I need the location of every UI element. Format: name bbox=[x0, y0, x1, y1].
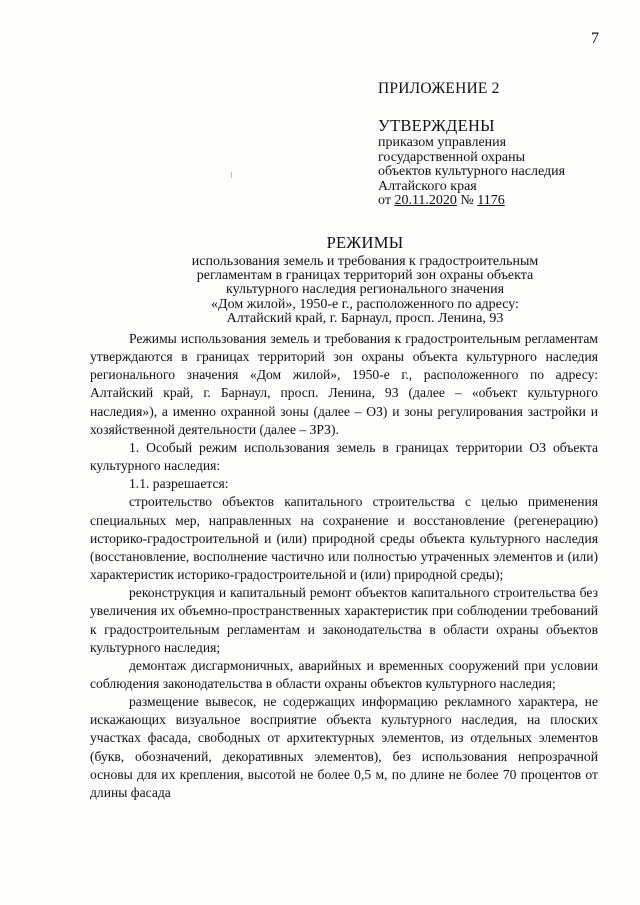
title-line: Алтайский край, г. Барнаул, просп. Ленина, 93 bbox=[226, 310, 504, 326]
paragraph-item: размещение вывесок, не содержащих информацию рекламного характера, не искажающих визуальное восприятие объекта культурного наследия, на плоских участках фасада, свободных от архитектурных элементов, из отдельных элементов (букв, обозначений, декоративных элементов), без использования непрозрачной основы для их крепления, высотой не более 0,5 м, по длине не более 70 процентов от длины фасада bbox=[90, 694, 598, 800]
appendix-label: ПРИЛОЖЕНИЕ 2 bbox=[378, 80, 500, 97]
date-prefix: от bbox=[378, 193, 395, 208]
title-line: культурного наследия регионального значения bbox=[225, 282, 505, 298]
approval-block bbox=[378, 80, 618, 209]
paragraph-item: демонтаж дисгармоничных, аварийных и временных сооружений при условии соблюдения законодательства в области охраны объектов культурного наследия; bbox=[90, 657, 598, 691]
approval-line: объектов культурного наследия bbox=[378, 164, 566, 179]
title-block bbox=[100, 233, 630, 326]
number-sign: № bbox=[456, 193, 478, 208]
paragraph-item: реконструкция и капитальный ремонт объектов капитального строительства без увеличения их объемно-пространственных характеристик при соблюдении требований к градостроительным регламентам и законодательства в области охраны объектов культурного наследия; bbox=[90, 585, 598, 655]
approval-line: приказом управления bbox=[378, 135, 507, 150]
approval-line: Алтайского края bbox=[378, 178, 477, 194]
approval-date: 20.11.2020 bbox=[394, 193, 457, 208]
approval-line: государственной охраны bbox=[378, 149, 526, 165]
title-line: регламентам в границах территорий зон охраны объекта bbox=[196, 268, 534, 284]
paragraph-intro: Режимы использования земель и требования к градостроительным регламентам утверждаются в границах территорий зон охраны объекта культурного наследия регионального значения «Дом жилой», 1950-е г., расположенного по адресу: Алтайский край, г. Барнаул, просп. Ленина, 93 (далее – «объект культурного наследия»), а именно охранной зоны (далее – ОЗ) и зоны регулирования застройки и хозяйственной деятельности (далее – ЗРЗ). bbox=[90, 331, 598, 437]
paragraph-section-1: 1. Особый режим использования земель в границах территории ОЗ объекта культурного наследия: bbox=[90, 439, 598, 474]
document-title: РЕЖИМЫ bbox=[326, 233, 404, 252]
title-line: использования земель и требования к градостроительным bbox=[191, 254, 539, 269]
paragraph-subsection-1-1: 1.1. разрешается: bbox=[129, 476, 229, 492]
approval-date-line bbox=[378, 194, 618, 209]
paragraph-item: строительство объектов капитального строительства с целью применения специальных мер, направленных на сохранение и восстановление (регенерацию) историко-градостроительной и (или) природной среды объекта культурного наследия (восстановление, восполнение частично или полностью утраченных элементов и (или) характеристик историко-градостроительной и (или) природной среды); bbox=[90, 494, 598, 583]
scan-mark bbox=[231, 172, 232, 178]
title-line: «Дом жилой», 1950-е г., расположенного по адресу: bbox=[211, 296, 519, 312]
page-number: 7 bbox=[591, 30, 599, 47]
approved-heading: УТВЕРЖДЕНЫ bbox=[378, 116, 495, 135]
approval-number: 1176 bbox=[477, 193, 505, 208]
document-body bbox=[90, 330, 598, 802]
